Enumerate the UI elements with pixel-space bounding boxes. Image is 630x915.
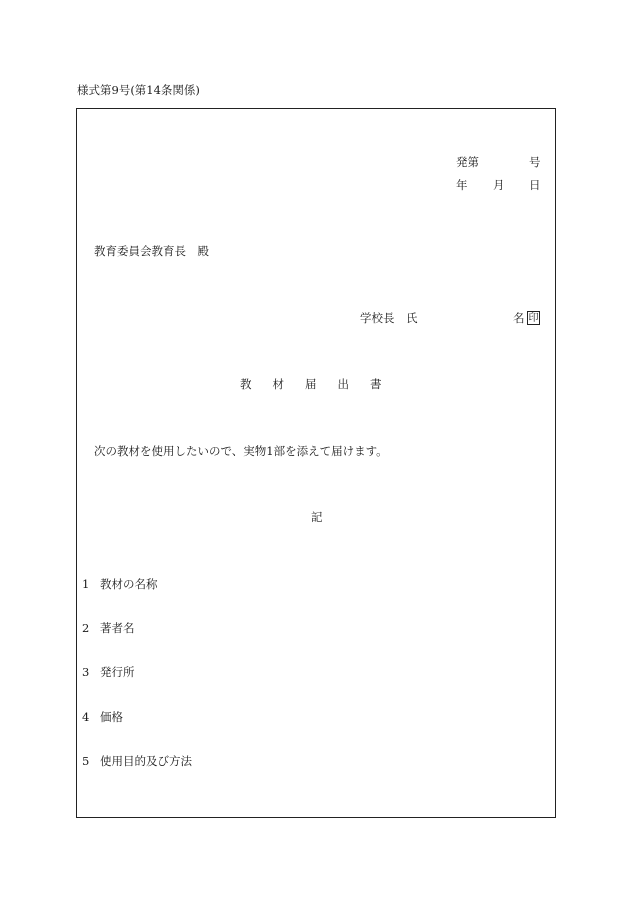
date-year: 年 <box>456 178 468 192</box>
item-label: 発行所 <box>100 665 135 679</box>
item-number: 1 <box>82 577 90 591</box>
item-number: 5 <box>82 754 90 768</box>
item-label: 著者名 <box>100 621 135 635</box>
item-label: 使用目的及び方法 <box>100 754 192 768</box>
issue-number-suffix: 号 <box>529 155 541 169</box>
principal-title: 学校長 氏 <box>360 311 418 325</box>
seal-box: 印 <box>528 313 539 324</box>
item-number: 2 <box>82 621 90 635</box>
item-number: 4 <box>82 710 90 724</box>
issue-number-prefix: 発第 <box>456 155 479 169</box>
item-label: 教材の名称 <box>100 577 158 591</box>
body-text: 次の教材を使用したいので、実物1部を添えて届けます。 <box>94 444 388 458</box>
addressee: 教育委員会教育長 殿 <box>94 244 209 258</box>
item-label: 価格 <box>100 710 123 724</box>
note-mark: 記 <box>311 510 323 524</box>
date-day: 日 <box>529 178 541 192</box>
date-month: 月 <box>493 178 505 192</box>
document-title: 教材届出書 <box>240 377 403 391</box>
principal-name-suffix: 名 <box>513 311 525 325</box>
item-number: 3 <box>82 665 90 679</box>
form-frame <box>76 108 556 818</box>
form-number: 様式第9号(第14条関係) <box>77 83 200 97</box>
